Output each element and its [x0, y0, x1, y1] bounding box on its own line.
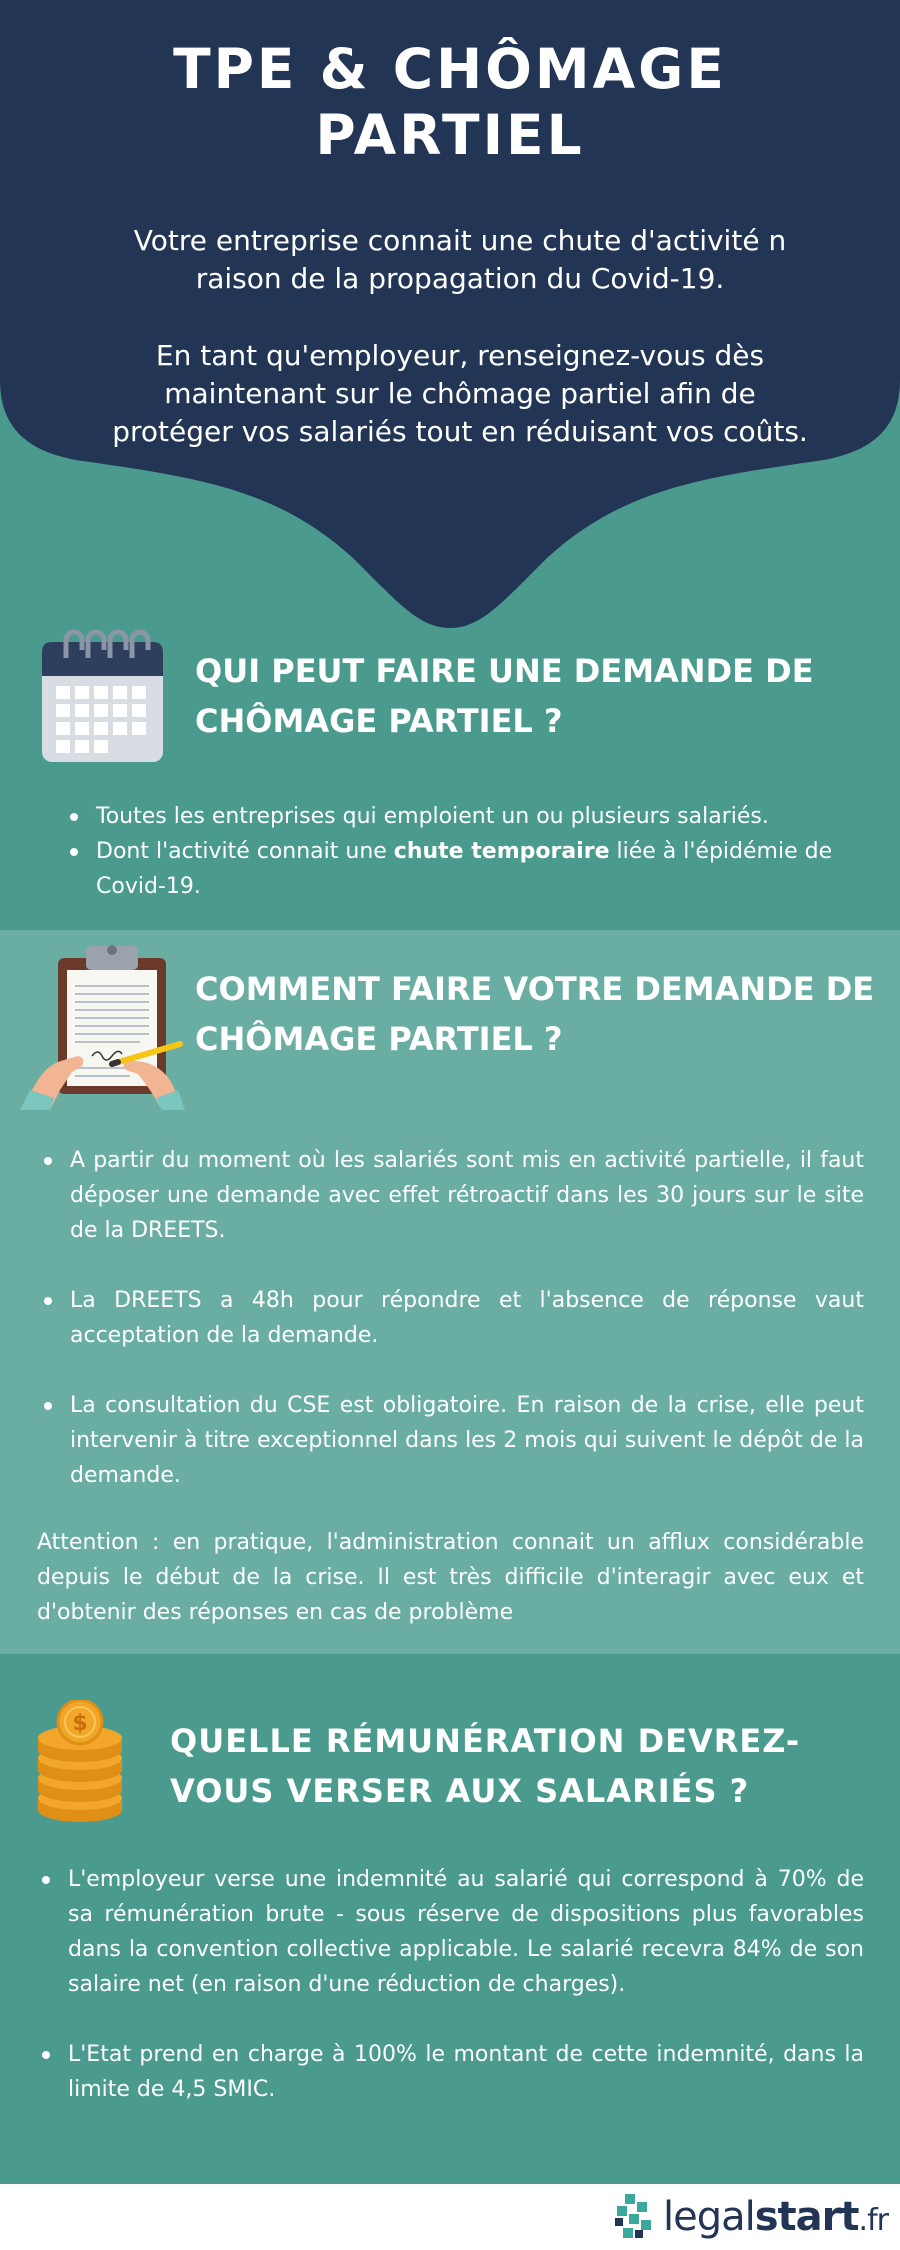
legalstart-mark-icon — [615, 2192, 657, 2242]
page-title — [0, 36, 900, 168]
calendar-icon — [40, 628, 165, 766]
intro-paragraph-2: En tant qu'employeur, renseignez-vous dès maintenant sur le chômage partiel afin de protéger vos salariés tout en réduisant vos coûts. — [112, 339, 808, 448]
legalstart-logo[interactable] — [615, 2192, 888, 2242]
section-2-title: COMMENT FAIRE VOTRE DEMANDE DE CHÔMAGE PARTIEL ? — [195, 970, 875, 1058]
page-title-line2: PARTIEL — [315, 103, 585, 167]
list-item: La DREETS a 48h pour répondre et l'absence de réponse vaut acceptation de la demande. — [40, 1283, 864, 1353]
logo-tld: .fr — [858, 2203, 888, 2238]
logo-text — [663, 2194, 888, 2240]
bullet-text: liée à l'épidémie de Covid-19. — [96, 839, 833, 899]
list-item: L'Etat prend en charge à 100% le montant de cette indemnité, dans la limite de 4,5 SMIC. — [38, 2037, 864, 2107]
list-item: La consultation du CSE est obligatoire. En raison de la crise, elle peut intervenir à titre exceptionnel dans les 2 mois qui suivent le dépôt de la demande. — [40, 1388, 864, 1493]
svg-text:$: $ — [72, 1711, 88, 1736]
list-item: A partir du moment où les salariés sont mis en activité partielle, il faut déposer une demande avec effet rétroactif dans les 30 jours sur le site de la DREETS. — [40, 1143, 864, 1248]
bullet-text: Dont l'activité connait une — [96, 839, 394, 864]
list-item: L'employeur verse une indemnité au salarié qui correspond à 70% de sa rémunération brute - sous réserve de dispositions plus favorables dans la convention collective applicable. Le salarié recevra 84% de son salaire net (en raison d'une réduction de charges). — [38, 1862, 864, 2002]
section-3-bullets — [38, 1862, 864, 2107]
logo-light: legal — [663, 2194, 755, 2240]
section-2-bullets — [40, 1143, 864, 1493]
section-1-title: QUI PEUT FAIRE UNE DEMANDE DE CHÔMAGE PARTIEL ? — [195, 652, 814, 740]
logo-bold: start — [754, 2194, 859, 2240]
intro-paragraph-1: Votre entreprise connait une chute d'activité n raison de la propagation du Covid-19. — [133, 224, 787, 295]
coin-stack-icon — [34, 1700, 126, 1824]
list-item: Toutes les entreprises qui emploient un ou plusieurs salariés. — [66, 799, 866, 834]
attention-note: Attention : en pratique, l'administration connait un afflux considérable depuis le début de la crise. Il est très difficile d'interagir avec eux et d'obtenir des réponses en cas de problème — [37, 1530, 864, 1625]
list-item — [66, 834, 866, 904]
bullet-emphasis: chute temporaire — [393, 839, 610, 864]
section-1-bullets — [66, 799, 866, 904]
clipboard-signing-icon — [20, 940, 185, 1110]
page-title-line1: TPE & CHÔMAGE — [173, 37, 727, 101]
section-3-title: QUELLE RÉMUNÉRATION DEVREZ-VOUS VERSER AUX SALARIÉS ? — [170, 1722, 801, 1810]
